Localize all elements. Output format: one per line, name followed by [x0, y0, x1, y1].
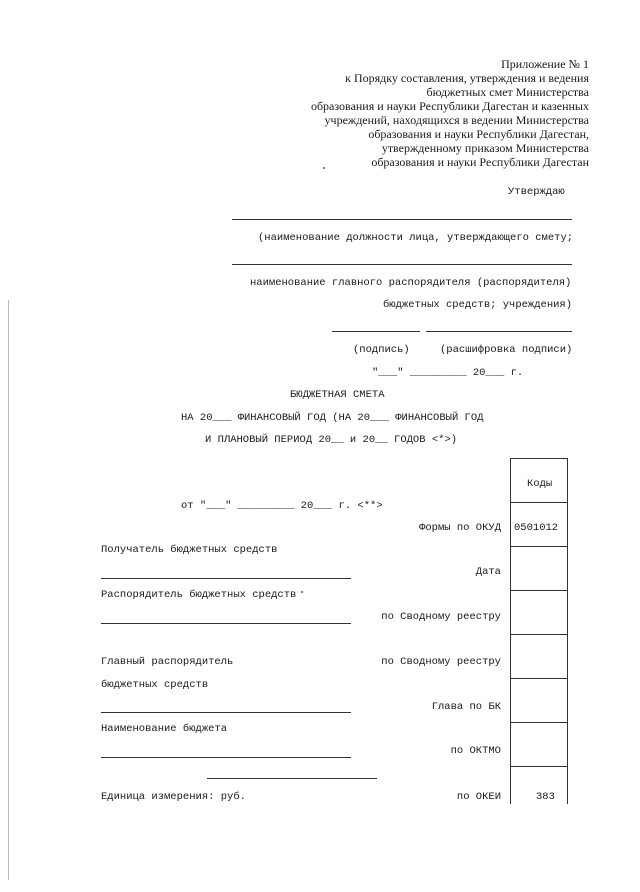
- appendix-line: образования и науки Республики Дагестан: [371, 155, 589, 169]
- appendix-line: Приложение № 1: [501, 57, 589, 71]
- appendix-line: образования и науки Республики Дагестан и казенных: [310, 99, 589, 113]
- appendix-block: [169, 57, 589, 169]
- appendix-line: образования и науки Республики Дагестан,: [368, 127, 589, 141]
- distributor-label: Распорядитель бюджетных средств: [101, 589, 297, 601]
- svod-registry-label-2: по Сводному реестру: [381, 656, 501, 668]
- budget-name-subline: [207, 778, 377, 779]
- budget-name-label: Наименование бюджета: [101, 723, 228, 735]
- decode-line: [426, 331, 572, 332]
- recipient-label: Получатель бюджетных средств: [101, 544, 278, 556]
- oktmo-label: по ОКТМО: [450, 745, 501, 757]
- recipient-line: [101, 578, 351, 579]
- estimate-date: от "___" _________ 20___ г. <**>: [181, 500, 383, 512]
- unit-label: Единица измерения: руб.: [101, 791, 246, 803]
- manager-caption-1: наименование главного распорядителя (распорядителя): [250, 277, 572, 289]
- decode-caption: (расшифровка подписи): [440, 344, 573, 356]
- scan-speck: [323, 167, 325, 169]
- svod-registry-label-1: по Сводному реестру: [381, 611, 501, 623]
- date-label: Дата: [475, 566, 501, 578]
- codes-column: [510, 458, 568, 804]
- position-line: [232, 219, 572, 220]
- scan-edge-line: [8, 300, 9, 880]
- distributor-line: [101, 623, 351, 624]
- main-distributor-label-2: бюджетных средств: [101, 679, 209, 691]
- approval-title: Утверждаю: [508, 186, 565, 198]
- okei-label: по ОКЕИ: [456, 791, 501, 803]
- appendix-line: к Порядку составления, утверждения и ведения: [345, 71, 589, 85]
- appendix-line: учреждений, находящихся в ведении Министерства: [324, 113, 589, 127]
- heading-line-3: И ПЛАНОВЫЙ ПЕРИОД 20__ и 20__ ГОДОВ <*>): [205, 434, 458, 446]
- position-caption: (наименование должности лица, утверждающего смету;: [258, 232, 574, 244]
- budget-name-line: [101, 757, 351, 758]
- glava-label: Глава по БК: [431, 701, 501, 713]
- main-distributor-label-1: Главный распорядитель: [101, 656, 234, 668]
- heading-line-2: НА 20___ ФИНАНСОВЫЙ ГОД (НА 20___ ФИНАНСОВЫЙ ГОД: [181, 412, 484, 424]
- okud-label: Формы по ОКУД: [419, 522, 501, 534]
- appendix-line: бюджетных смет Министерства: [426, 85, 589, 99]
- manager-caption-2: бюджетных средств; учреждения): [383, 299, 573, 311]
- manager-line: [232, 264, 572, 265]
- approval-date: "___" _________ 20___ г.: [372, 367, 524, 379]
- okei-value: 383: [536, 791, 555, 803]
- okud-value: 0501012: [514, 522, 559, 534]
- signature-line: [332, 331, 420, 332]
- signature-caption: (подпись): [353, 344, 410, 356]
- document-title: БЮДЖЕТНАЯ СМЕТА: [290, 389, 385, 401]
- appendix-line: утвержденному приказом Министерства: [381, 141, 589, 155]
- scan-speck: [301, 591, 303, 593]
- codes-header: Коды: [527, 478, 553, 490]
- main-distributor-line: [101, 712, 351, 713]
